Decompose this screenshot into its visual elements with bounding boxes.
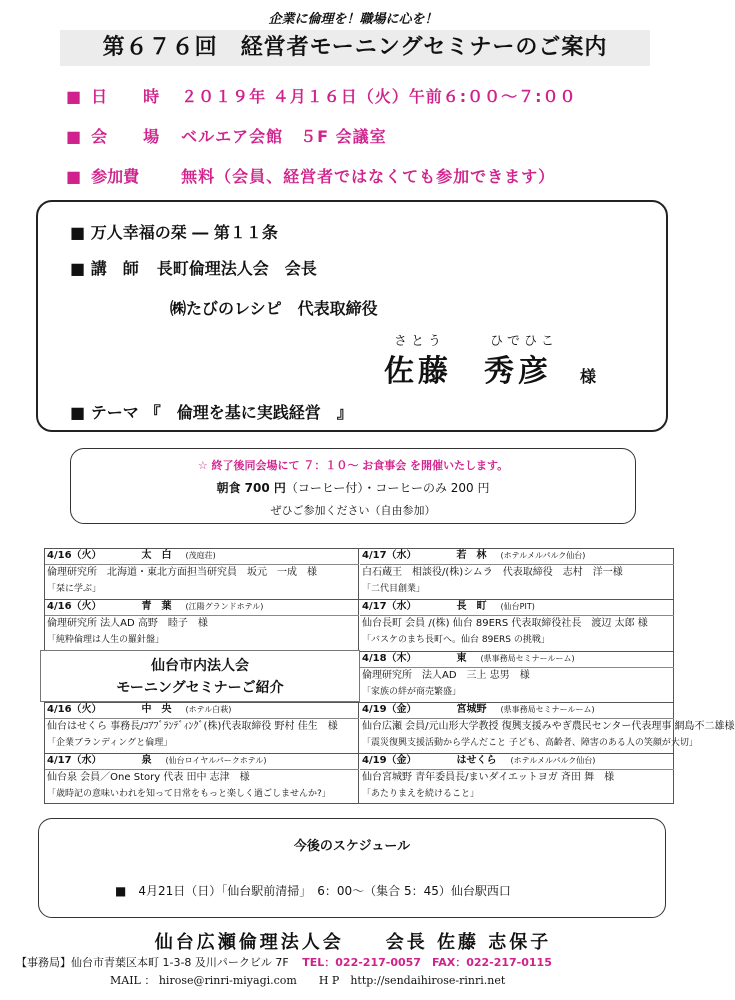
speaker-given-name: 秀彦 xyxy=(484,354,552,389)
bullet-square-icon: ■ xyxy=(70,259,91,278)
article: 万人幸福の栞 ― 第１１条 xyxy=(90,223,278,242)
entry-chapter: 東 xyxy=(456,653,467,664)
entry-place: (仙台PIT) xyxy=(500,602,535,611)
entry-chapter: 青 葉 xyxy=(141,601,172,612)
grid-row-divider xyxy=(358,651,674,652)
entry-date: 4/17（水） xyxy=(362,601,417,612)
entry-chapter: 若 林 xyxy=(456,550,487,561)
grid-row-divider xyxy=(358,702,674,703)
lecturer-row xyxy=(70,256,317,279)
entry-header xyxy=(45,702,359,719)
office-address xyxy=(16,954,552,970)
venue-label: 会 場 xyxy=(91,127,170,146)
grid-row-divider xyxy=(358,753,674,754)
entry-theme: 「あたりまえを続けること」 xyxy=(362,789,480,799)
entry-header xyxy=(360,651,674,668)
bullet-square-icon: ■ xyxy=(70,223,91,242)
seminar-entry xyxy=(360,599,674,648)
fee-value: 無料（会員、経営者ではなくても参加できます） xyxy=(181,167,556,186)
entry-theme: 「栞に学ぶ」 xyxy=(47,584,102,594)
entry-theme: 「家族の絆が商売繁盛」 xyxy=(362,687,462,697)
entry-speaker: 倫理研究所 法人AD 高野 睦子 様 xyxy=(47,618,208,629)
entry-header xyxy=(360,702,674,719)
article-row xyxy=(70,220,278,243)
seminar-entry xyxy=(360,753,674,802)
entry-place: (ホテルメルパルク仙台) xyxy=(500,551,586,560)
entry-theme: 「バスケのまち長町へ。仙台 89ERS の挑戦」 xyxy=(362,635,550,645)
entry-date: 4/16（火） xyxy=(47,550,102,561)
seminar-entry xyxy=(45,548,359,597)
entry-header xyxy=(360,599,674,616)
seminar-entry xyxy=(360,651,674,700)
seminar-entry xyxy=(360,702,735,751)
schedule-title: 今後のスケジュール xyxy=(293,839,411,854)
theme-title: 『 倫理を基に実践経営 』 xyxy=(144,403,353,422)
tagline: 企業に倫理を！職場に心を！ xyxy=(268,12,438,27)
lecture-box xyxy=(36,200,668,432)
meal-line-3: ぜひご参加ください（自由参加） xyxy=(270,504,436,517)
grid-row-divider xyxy=(358,599,674,600)
entry-header xyxy=(45,548,359,565)
entry-place: (県事務局セミナールーム) xyxy=(480,654,575,663)
meal-price-detail: （コーヒー付）・コーヒーのみ 200 円 xyxy=(285,481,490,495)
entry-date: 4/19（金） xyxy=(362,755,417,766)
entry-theme: 「二代目創業」 xyxy=(362,584,426,594)
lecturer-label: 講 師 xyxy=(90,259,139,278)
entry-date: 4/18（木） xyxy=(362,653,417,664)
intro-ribbon xyxy=(40,650,360,702)
entry-chapter: 中 央 xyxy=(141,704,172,715)
entry-chapter: はせくら xyxy=(456,755,497,766)
entry-date: 4/16（火） xyxy=(47,601,102,612)
grid-row-divider xyxy=(44,599,358,600)
entry-date: 4/17（水） xyxy=(47,755,102,766)
info-datetime xyxy=(66,84,577,107)
lecturer-org: 長町倫理法人会 会長 xyxy=(156,259,317,278)
entry-date: 4/17（水） xyxy=(362,550,417,561)
entry-speaker: 白石蔵王 相談役/(株)シムラ 代表取締役 志村 洋一様 xyxy=(362,567,623,578)
entry-theme: 「歳時記の意味いわれを知って日常をもっと楽しく過ごしませんか?」 xyxy=(47,789,331,799)
meal-price: 朝食 700 円 xyxy=(216,481,286,495)
entry-chapter: 長 町 xyxy=(456,601,487,612)
entry-theme: 「純粋倫理は人生の羅針盤」 xyxy=(47,635,165,645)
entry-theme: 「震災復興支援活動から学んだこと 子ども、高齢者、障害のある人の笑顔が大切」 xyxy=(362,738,698,748)
ruby-given: ひでひこ xyxy=(490,334,559,349)
schedule-box xyxy=(38,818,666,918)
entry-header xyxy=(360,753,674,770)
entry-place: (ホテル白萩) xyxy=(185,705,232,714)
entry-date: 4/16（火） xyxy=(47,704,102,715)
entry-speaker: 仙台長町 会員 /(株) 仙台 89ERS 代表取締役社長 渡辺 太郎 様 xyxy=(362,618,648,629)
meal-line-1: ☆ 終了後同会場にて ７：１０～ お食事会 を開催いたします。 xyxy=(197,459,509,472)
seminar-entry xyxy=(360,548,674,597)
organization-name: 仙台広瀬倫理法人会 会長 佐藤 志保子 xyxy=(154,932,552,953)
entry-speaker: 倫理研究所 法人AD 三上 忠男 様 xyxy=(362,670,530,681)
info-venue xyxy=(66,124,387,147)
info-fee xyxy=(66,164,555,187)
honorific: 様 xyxy=(580,367,597,386)
ruby-family: さとう xyxy=(394,334,446,349)
grid-row-divider xyxy=(44,753,358,754)
mail-website: MAIL ： hirose@rinri-miyagi.com H P http://sendaihirose-rinri.net xyxy=(110,974,506,987)
entry-place: (ホテルメルパルク仙台) xyxy=(510,756,596,765)
entry-place: (茂庭荘) xyxy=(185,551,216,560)
schedule-item: ■ 4月21日（日）「仙台駅前清掃」 6：00～（集合 5：45）仙台駅西口 xyxy=(115,884,511,898)
entry-speaker: 倫理研究所 北海道・東北方面担当研究員 坂元 一成 様 xyxy=(47,567,317,578)
entry-chapter: 宮城野 xyxy=(456,704,487,715)
office-text: 【事務局】仙台市青葉区本町 1-3-8 及川パークビル 7F xyxy=(16,956,289,969)
entry-theme: 「企業ブランディングと倫理」 xyxy=(47,738,173,748)
entry-header xyxy=(360,548,674,565)
entry-place: (県事務局セミナールーム) xyxy=(500,705,595,714)
entry-speaker: 仙台広瀬 会員/元山形大学教授 復興支援みやぎ農民センター代表理事 網島不二雄様 xyxy=(362,721,735,732)
bullet-square-icon: ■ xyxy=(66,167,82,186)
theme-label: テーマ xyxy=(90,403,139,422)
page-title: 第６７６回 経営者モーニングセミナーのご案内 xyxy=(60,30,650,66)
entry-speaker: 仙台宮城野 青年委員長/まいダイエットヨガ 斉田 舞 様 xyxy=(362,772,615,783)
entry-date: 4/19（金） xyxy=(362,704,417,715)
meal-notice xyxy=(70,448,636,524)
seminar-entry xyxy=(45,702,359,751)
entry-header xyxy=(45,599,359,616)
seminar-entry xyxy=(45,753,359,802)
grid-row-divider xyxy=(44,702,358,703)
entry-speaker: 仙台泉 会員／One Story 代表 田中 志津 様 xyxy=(47,772,250,783)
entry-speaker: 仙台はせくら 事務長/ｺｱﾌﾞﾗﾝﾃﾞｨﾝｸﾞ(株)代表取締役 野村 佳生 様 xyxy=(47,721,338,732)
datetime-value: ２０１９年 ４月１６日（火）午前６:００～７:００ xyxy=(181,87,577,106)
venue-value: ベルエア会館 ５F 会議室 xyxy=(181,127,387,146)
fee-label: 参加費 xyxy=(91,167,140,186)
entry-chapter: 太 白 xyxy=(141,550,172,561)
speaker-family-name: 佐藤 xyxy=(384,354,452,389)
ribbon-line-1: 仙台市内法人会 xyxy=(151,658,249,674)
seminar-entry xyxy=(45,599,359,648)
bullet-square-icon: ■ xyxy=(66,127,82,146)
ribbon-line-2: モーニングセミナーご紹介 xyxy=(116,680,284,696)
datetime-label: 日 時 xyxy=(91,87,170,106)
entry-header xyxy=(45,753,359,770)
tel-fax: TEL：022-217-0057 FAX：022-217-0115 xyxy=(302,956,552,969)
bullet-square-icon: ■ xyxy=(70,403,91,422)
bullet-square-icon: ■ xyxy=(66,87,82,106)
meal-line-2 xyxy=(71,479,635,496)
entry-place: (仙台ロイヤルパークホテル) xyxy=(165,756,267,765)
lecturer-company: ㈱たびのレシピ 代表取締役 xyxy=(170,299,378,318)
theme-row xyxy=(70,400,353,423)
entry-place: (江陽グランドホテル) xyxy=(185,602,264,611)
entry-chapter: 泉 xyxy=(141,755,152,766)
